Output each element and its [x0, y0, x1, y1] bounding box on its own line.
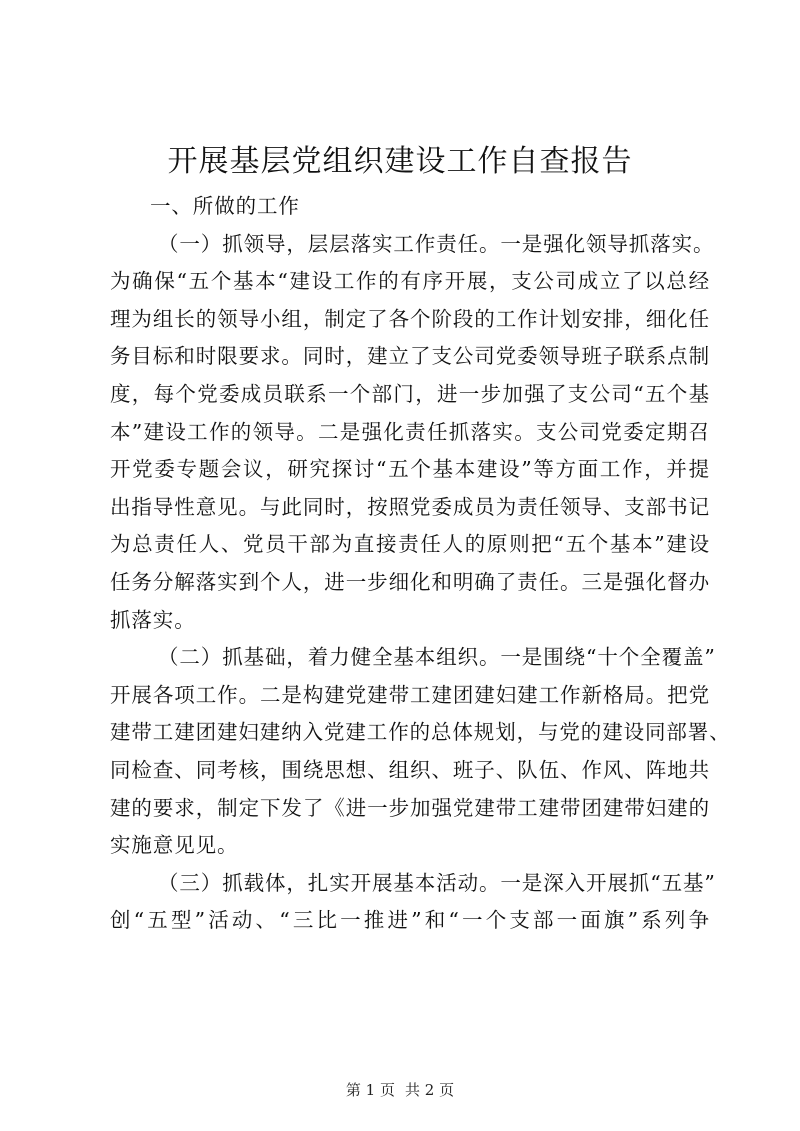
- paragraph-line: 开党委专题会议，研究探讨“五个基本建设”等方面工作，并提: [110, 457, 710, 482]
- paragraph-line: 度，每个党委成员联系一个部门，进一步加强了支公司“五个基: [110, 381, 710, 406]
- page-number-current: 第 1 页: [345, 1081, 395, 1099]
- paragraph-line: 为确保“五个基本“建设工作的有序开展，支公司成立了以总经: [110, 269, 710, 294]
- page-number-total: 共 2 页: [405, 1081, 455, 1099]
- paragraph-line: 实施意见见。: [110, 833, 239, 858]
- paragraph-line: 为总责任人、党员干部为直接责任人的原则把“五个基本”建设: [110, 532, 710, 557]
- paragraph-line: 创“五型”活动、“三比一推进”和“一个支部一面旗”系列争: [110, 908, 710, 933]
- paragraph-line: 任务分解落实到个人，进一步细化和明确了责任。三是强化督办: [110, 569, 710, 594]
- section-heading: 一、所做的工作: [150, 194, 300, 218]
- paragraph-line: 出指导性意见。与此同时，按照党委成员为责任领导、支部书记: [110, 494, 710, 519]
- paragraph-line: 开展各项工作。二是构建党建带工建团建妇建工作新格局。把党: [110, 682, 710, 707]
- paragraph-line: 抓落实。: [110, 607, 196, 632]
- paragraph-line: 同检查、同考核，围绕思想、组织、班子、队伍、作风、阵地共: [110, 757, 710, 782]
- document-body: [110, 188, 731, 940]
- paragraph-line: （二）抓基础，着力健全基本组织。一是围绕“十个全覆盖”: [158, 645, 716, 670]
- paragraph-line: （一）抓领导，层层落实工作责任。一是强化领导抓落实。: [158, 231, 715, 256]
- paragraph-line: （三）抓载体，扎实开展基本活动。一是深入开展抓“五基”: [158, 870, 716, 895]
- page-footer: [0, 1080, 800, 1100]
- paragraph-line: 建带工建团建妇建纳入党建工作的总体规划，与党的建设同部署、: [110, 720, 731, 745]
- paragraph-line: 理为组长的领导小组，制定了各个阶段的工作计划安排，细化任: [110, 306, 710, 331]
- paragraph-line: 本”建设工作的领导。二是强化责任抓落实。支公司党委定期召: [110, 419, 710, 444]
- document-title: 开展基层党组织建设工作自查报告: [167, 144, 633, 179]
- paragraph-line: 务目标和时限要求。同时，建立了支公司党委领导班子联系点制: [110, 344, 710, 369]
- paragraph-line: 建的要求，制定下发了《进一步加强党建带工建带团建带妇建的: [110, 795, 710, 820]
